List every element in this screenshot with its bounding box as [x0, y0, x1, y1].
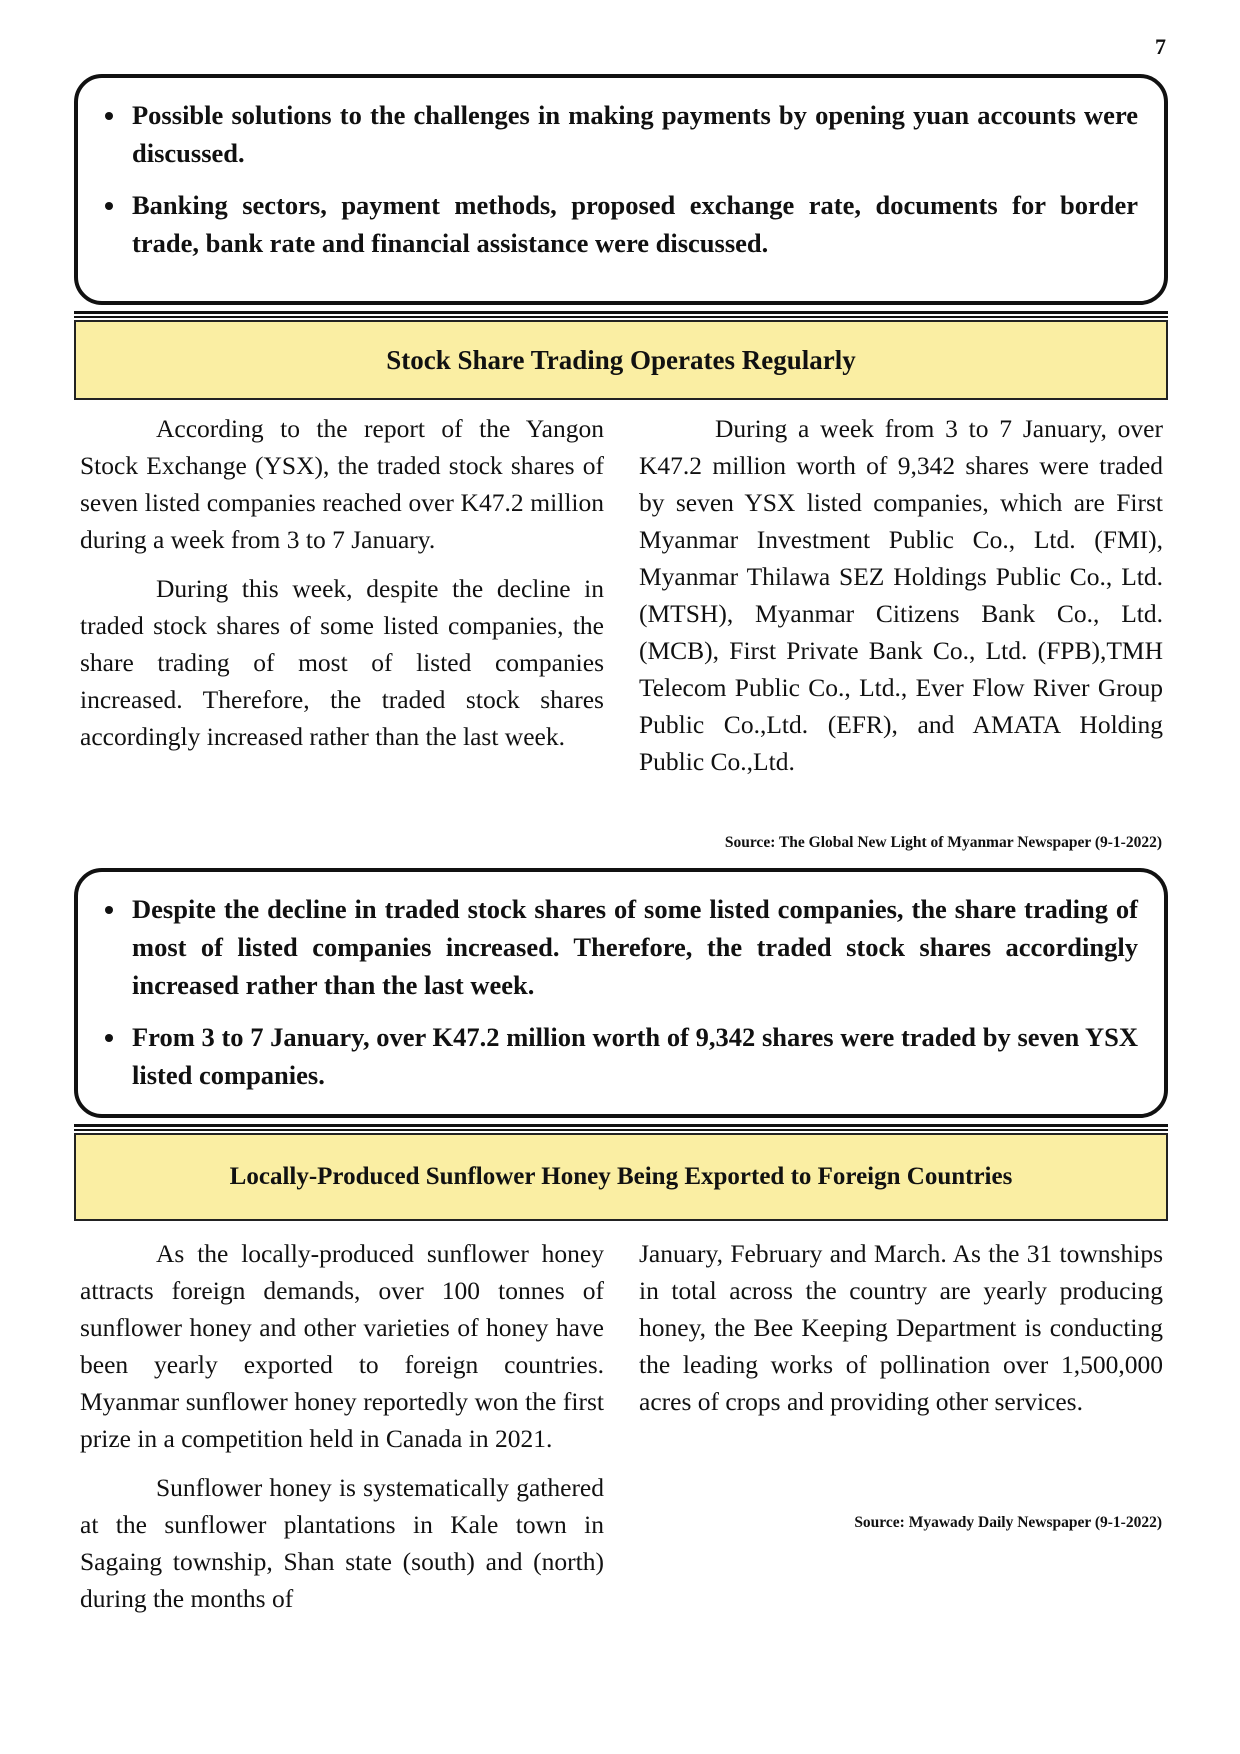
summary-list-middle [102, 890, 1138, 1094]
article-paragraph: During a week from 3 to 7 January, over K47.2 million worth of 9,342 shares were traded by seven YSX listed companies, which are First Myanmar Investment Public Co., Ltd. (FMI), Myanmar Thilawa SEZ Holdings Public Co., Ltd. (MTSH), Myanmar Citizens Bank Co., Ltd. (MCB), First Private Bank Co., Ltd. (FPB),TMH Telecom Public Co., Ltd., Ever Flow River Group Public Co.,Ltd. (EFR), and AMATA Holding Public Co.,Ltd. [639, 414, 1163, 776]
article-honey-left-column [80, 1235, 604, 1617]
article-honey-right-column [639, 1235, 1163, 1420]
article-paragraph: As the locally-produced sunflower honey attracts foreign demands, over 100 tonnes of sunflower honey and other varieties of honey have been yearly exported to foreign countries. Myanmar sunflower honey reportedly won the first prize in a competition held in Canada in 2021. [80, 1239, 604, 1453]
source-citation-stock: Source: The Global New Light of Myanmar Newspaper (9-1-2022) [724, 834, 1162, 851]
source-citation-honey: Source: Myawady Daily Newspaper (9-1-2022) [854, 1514, 1162, 1531]
article-paragraph: January, February and March. As the 31 townships in total across the country are yearly producing honey, the Bee Keeping Department is conducting the leading works of pollination over 1,500,000 acres of crops and providing other services. [639, 1239, 1163, 1416]
article-stock-left-column [80, 410, 604, 755]
article-paragraph: During this week, despite the decline in traded stock shares of some listed companies, the share trading of most of listed companies increased. Therefore, the traded stock shares accordingly increased rather than the last week. [80, 574, 604, 751]
summary-box-middle [74, 868, 1168, 1118]
article-stock-right-column [639, 410, 1163, 780]
article-paragraph: According to the report of the Yangon Stock Exchange (YSX), the traded stock shares of seven listed companies reached over K47.2 million during a week from 3 to 7 January. [80, 414, 604, 554]
page-number: 7 [1155, 34, 1166, 59]
summary-bullet: • Banking sectors, payment methods, proposed exchange rate, documents for border trade, bank rate and financial assistance were discussed. [128, 186, 1138, 262]
summary-bullet: • From 3 to 7 January, over K47.2 million worth of 9,342 shares were traded by seven YSX listed companies. [128, 1018, 1138, 1094]
section-divider [74, 1124, 1168, 1131]
summary-bullet: • Despite the decline in traded stock shares of some listed companies, the share trading of most of listed companies increased. Therefore, the traded stock shares accordingly increased rather than the last week. [128, 890, 1138, 1004]
article-paragraph: Sunflower honey is systematically gathered at the sunflower plantations in Kale town in Sagaing township, Shan state (south) and (north) during the months of [80, 1473, 604, 1613]
summary-list-top [102, 96, 1138, 262]
section-title-stock: Stock Share Trading Operates Regularly [74, 320, 1168, 400]
summary-bullet: • Possible solutions to the challenges in making payments by opening yuan accounts were discussed. [128, 96, 1138, 172]
summary-box-top [74, 74, 1168, 305]
section-divider [74, 311, 1168, 318]
section-title-honey: Locally-Produced Sunflower Honey Being Exported to Foreign Countries [74, 1133, 1168, 1221]
